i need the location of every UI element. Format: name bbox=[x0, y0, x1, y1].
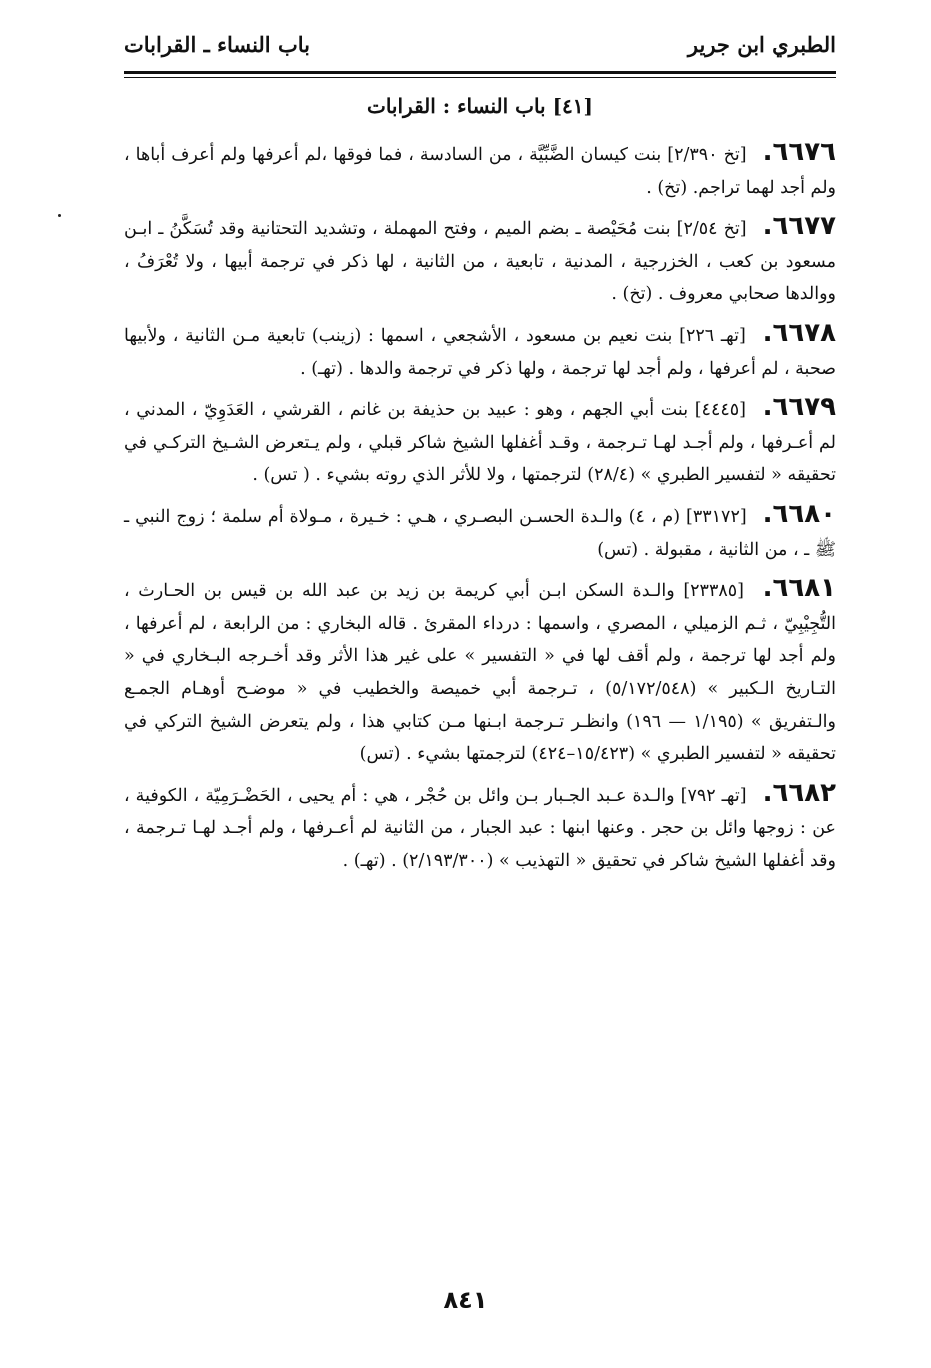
header-rule-thin bbox=[124, 77, 836, 78]
running-header bbox=[124, 28, 836, 74]
entry-number: ٦٦٨٠. bbox=[762, 498, 837, 529]
entries-body bbox=[124, 136, 836, 883]
entry-number: ٦٦٧٩. bbox=[762, 392, 836, 423]
entry-number: ٦٦٧٧. bbox=[762, 211, 836, 242]
entry-number: ٦٦٨١. bbox=[762, 573, 836, 604]
entry-6679 bbox=[124, 391, 836, 492]
entry-text: [٤٤٤٥] بنت أبي الجهم ، وهو : عبيد بن حذيفة بن غانم ، القرشي ، العَدَوِيّ ، المدني ، لم أعـرفها ، ولم أجـد لهـا تـرجمة ، وقـد أغفلها الشيخ شاكر قبلي ، ولم يـتعرض الشـيخ التركـي في تحقيقه « لتفسير الطبري » (٢٨/٤) لترجمتها ، ولا للأثر الذي روته بشيء . ( تس) . bbox=[124, 400, 836, 486]
entry-6681 bbox=[124, 572, 836, 771]
chapter-heading: [٤١] باب النساء : القرابات bbox=[366, 94, 593, 118]
header-chapter-title: باب النساء ـ القرابات bbox=[124, 32, 310, 57]
entry-6676 bbox=[124, 136, 836, 204]
entry-number: ٦٦٧٨. bbox=[762, 317, 836, 348]
entry-6678 bbox=[124, 317, 836, 385]
page-number: ٨٤١ bbox=[443, 1286, 488, 1314]
entry-6677 bbox=[124, 210, 836, 311]
header-author-title: الطبري ابن جرير bbox=[687, 32, 836, 57]
entry-6680 bbox=[124, 498, 836, 566]
entry-text: [تخ ٢/٣٩٠] بنت كيسان الضَّبِّيَّة ، من السادسة ، فما فوقها ،لم أعرفها ولم أعرف أباها ، ولم أجد لهما تراجم. (تخ) . bbox=[124, 145, 836, 198]
entry-text: [تخ ٢/٥٤] بنت مُحَيْصة ـ بضم الميم ، وفتح المهملة ، وتشديد التحتانية وقد تُسَكَّنُ ـ ابـن مسعود بن كعب ، الخزرجية ، المدنية ، تابعية ، من الثانية ، لها ذكر في ترجمة أبيها ، ولا تُعْرَفُ ، ووالدها صحابي معروف . (تخ) . bbox=[124, 219, 836, 305]
entry-6682 bbox=[124, 777, 836, 878]
entry-number: ٦٦٨٢. bbox=[762, 777, 836, 808]
header-rule-thick bbox=[124, 71, 836, 74]
entry-text: [تهـ ٧٩٢] والـدة عـبد الجـبار بـن وائل بن حُجْر ، هي : أم يحيى ، الحَضْـرَمِيّة ، الكوفية ، عن : زوجها وائل بن حجر . وعنها ابنها : عبد الجبار ، من الثانية لم أعـرفها ، ولم أجـد لهـا تـرجمة ، وقد أغفلها الشيخ شاكر في تحقيق « التهذيب » (٢/١٩٣/٣٠٠) . (تهـ) . bbox=[124, 785, 836, 871]
entry-text: [٣٣١٧٢] (م ، ٤) والـدة الحسـن البصـري ، هـي : خـيرة ، مـولاة أم سلمة ؛ زوج النبي ـ ﷺ ـ ، من الثانية ، مقبولة . (تس) bbox=[124, 506, 836, 560]
entry-text: [٢٣٣٨٥] والـدة السكن ابـن أبي كريمة بن زيد بن عبد الله بن قيس بن الحـارث ، التُّجِيْبِيّ ، ثـم الزميلي ، المصري ، واسمها : درداء المقرئ . قاله البخاري : من الرابعة ، لم أعرفها ، ولم أجد لها ترجمة ، ولم أقف لها في « التفسير » على غير هذا الأثر وقد أخـرجه البـخاري في « التـاريخ الـكبير » (٥/١٧٢/٥٤٨) ، تـرجمة أبي خميصة والخطيب في « موضـح أوهـام الجمـع والـتفريق » (١/١٩٥ — ١٩٦) وانظـر تـرجمة ابـنها مـن كتابي هذا ، ولم يتعرض الشيخ التركي في تحقيقه « لتفسير الطبري » (١٥/٤٢٣–٤٢٤) لترجمتها بشيء . (تس) bbox=[124, 581, 836, 765]
margin-dot bbox=[58, 214, 61, 217]
entry-number: ٦٦٧٦. bbox=[762, 137, 836, 167]
entry-text: [تهـ ٢٢٦] بنت نعيم بن مسعود ، الأشجعي ، اسمها : (زينب) تابعية مـن الثانية ، ولأبيها صحبة ، لم أعرفها ، ولم أجد لها ترجمة ، ولها ذكر في ترجمة والدها . (تهـ) . bbox=[124, 325, 836, 379]
